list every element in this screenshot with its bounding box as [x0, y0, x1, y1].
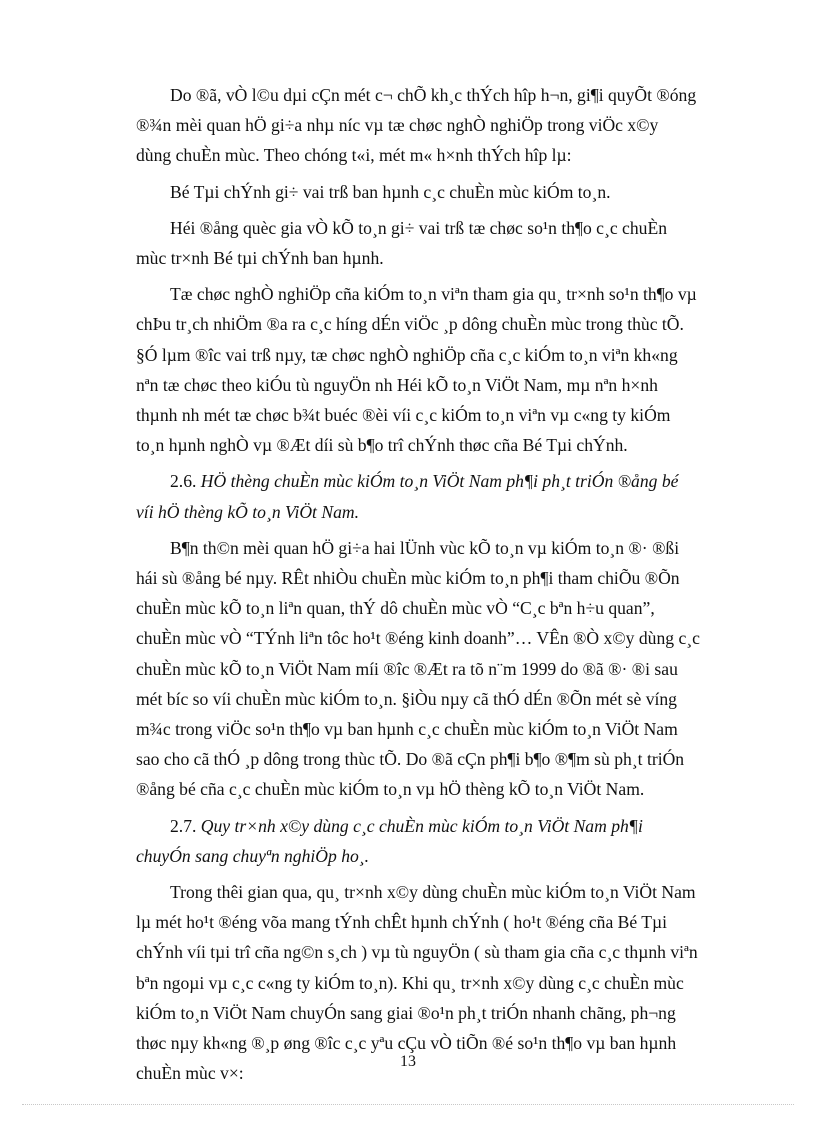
text-line: dùng chuÈn mùc. Theo chóng t«i, mét m« h×nh thÝch hîp lµ:	[136, 145, 572, 166]
text-line: Tæ chøc nghÒ nghiÖp cña kiÓm to¸n viªn tham gia qu¸ tr×nh so¹n th¶o vµ	[170, 284, 697, 305]
text-line: ®ång bé cña c¸c chuÈn mùc kiÓm to¸n vµ hÖ thèng kÕ to¸n ViÖt Nam.	[136, 779, 645, 800]
text-line: sao cho cã thÓ ¸p dông trong thùc tÕ. Do ®ã cÇn ph¶i b¶o ®¶m sù ph¸t triÓn	[136, 749, 685, 770]
heading-line	[170, 811, 732, 841]
text-line: mét bíc so víi chuÈn mùc kiÓm to¸n. §iÒu nµy cã thÓ dÉn ®Õn mét sè víng	[136, 688, 677, 709]
text-line: ®¾n mèi quan hÖ gi÷a nhµ níc vµ tæ chøc nghÒ nghiÖp trong viÖc x©y	[136, 115, 659, 136]
text-line: kiÓm to¸n ViÖt Nam chuyÓn sang giai ®o¹n ph¸t triÓn nhanh chãng, ph¬ng	[136, 1002, 676, 1023]
paragraph	[136, 279, 732, 460]
section-title: víi hÖ thèng kÕ to¸n ViÖt Nam.	[136, 501, 359, 522]
section-title: Quy tr×nh x©y dùng c¸c chuÈn mùc kiÓm to¸n ViÖt Nam ph¶i	[200, 815, 643, 836]
text-line: mùc tr×nh Bé tµi chÝnh ban hµnh.	[136, 248, 384, 269]
section-heading	[136, 811, 732, 871]
section-title: HÖ thèng chuÈn mùc kiÓm to¸n ViÖt Nam ph¶i ph¸t triÓn ®ång bé	[200, 471, 679, 492]
section-title: chuyÓn sang chuyªn nghiÖp ho¸.	[136, 845, 370, 866]
text-line: chuÈn mùc kÕ to¸n ViÖt Nam míi ®îc ®Æt ra tõ n¨m 1999 do ®ã ®· ®i sau	[136, 658, 678, 679]
page-number: 13	[400, 1053, 416, 1070]
text-line: thøc nµy kh«ng ®¸p øng ®îc c¸c yªu cÇu vÒ tiÕn ®é so¹n th¶o vµ ban hµnh	[136, 1033, 677, 1054]
text-line: nªn tæ chøc theo kiÓu tù nguyÖn nh Héi kÕ to¸n ViÖt Nam, mµ nªn h×nh	[136, 374, 658, 395]
text-line: Do ®ã, vÒ l©u dµi cÇn mét c¬ chÕ kh¸c thÝch hîp h¬n, gi¶i quyÕt ®óng	[170, 85, 697, 105]
paragraph	[170, 177, 732, 207]
text-line: §Ó lµm ®îc vai trß nµy, tæ chøc nghÒ nghiÖp cña c¸c kiÓm to¸n viªn kh«ng	[136, 344, 678, 365]
section-heading	[136, 466, 732, 526]
text-line: chuÈn mùc vÒ “TÝnh liªn tôc ho¹t ®éng kinh doanh”… VÊn ®Ò x©y dùng c¸c	[136, 628, 700, 649]
section-number: 2.7.	[170, 815, 197, 836]
paragraph	[136, 533, 732, 805]
text-line: chuÈn mùc kÕ to¸n liªn quan, thÝ dô chuÈn mùc vÒ “C¸c bªn h÷u quan”,	[136, 598, 655, 619]
text-line: lµ mét ho¹t ®éng võa mang tÝnh chÊt hµnh chÝnh ( ho¹t ®éng cña Bé Tµi	[136, 912, 668, 933]
text-line: chÝnh víi tµi trî cña ng©n s¸ch ) vµ tù nguyÖn ( sù tham gia cña c¸c thµnh viªn	[136, 942, 698, 963]
text-line: chÞu tr¸ch nhiÖm ®a ra c¸c híng dÉn viÖc ¸p dông chuÈn mùc trong thùc tÕ.	[136, 314, 684, 335]
text-line: m¾c trong viÖc so¹n th¶o vµ ban hµnh c¸c chuÈn mùc kiÓm to¸n ViÖt Nam	[136, 719, 678, 740]
text-line: Héi ®ång quèc gia vÒ kÕ to¸n gi÷ vai trß tæ chøc so¹n th¶o c¸c chuÈn	[170, 217, 668, 238]
paragraph	[136, 80, 732, 171]
text-line: thµnh nh mét tæ chøc b¾t buéc ®èi víi c¸c kiÓm to¸n viªn vµ c«ng ty kiÓm	[136, 405, 671, 426]
text-line: hái sù ®ång bé nµy. RÊt nhiÒu chuÈn mùc kiÓm to¸n ph¶i tham chiÕu ®Õn	[136, 568, 680, 589]
paragraph	[136, 213, 732, 273]
text-line: chuÈn mùc v×:	[136, 1063, 244, 1084]
text-line: to¸n hµnh nghÒ vµ ®Æt díi sù b¶o trî chÝnh thøc cña Bé Tµi chÝnh.	[136, 435, 628, 456]
text-line: Trong thêi gian qua, qu¸ tr×nh x©y dùng chuÈn mùc kiÓm to¸n ViÖt Nam	[170, 882, 696, 903]
text-line: B¶n th©n mèi quan hÖ gi÷a hai lÜnh vùc kÕ to¸n vµ kiÓm to¸n ®· ®ßi	[170, 537, 680, 558]
section-number: 2.6.	[170, 471, 197, 492]
text-line: Bé Tµi chÝnh gi÷ vai trß ban hµnh c¸c chuÈn mùc kiÓm to¸n.	[170, 181, 611, 202]
heading-line	[170, 466, 732, 496]
page-bottom-rule	[22, 1104, 794, 1105]
text-line: bªn ngoµi vµ c¸c c«ng ty kiÓm to¸n). Khi qu¸ tr×nh x©y dùng c¸c chuÈn mùc	[136, 972, 684, 993]
body-text	[136, 80, 732, 1095]
